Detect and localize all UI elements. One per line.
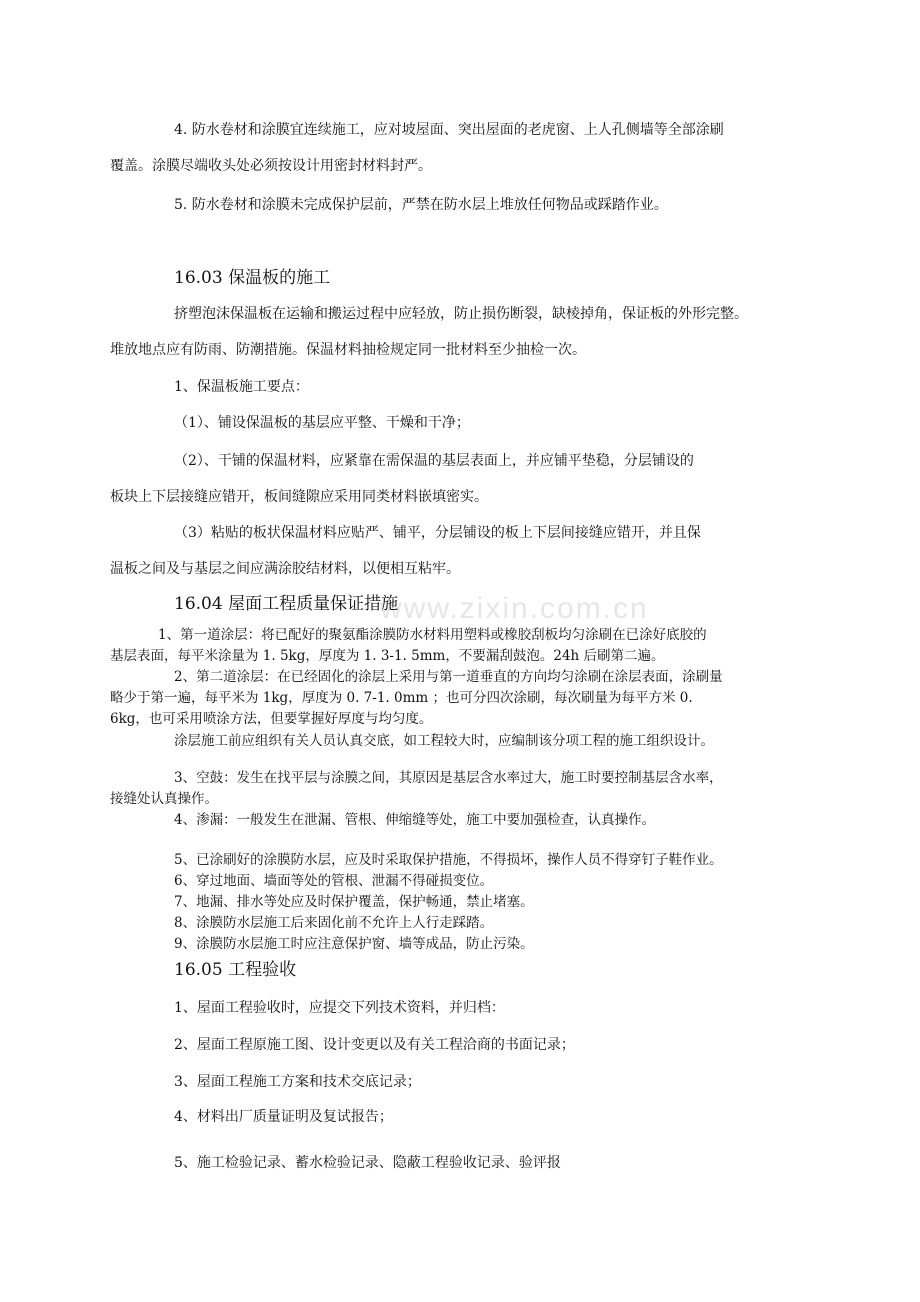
measure-7: 7、地漏、排水等处应及时保护覆盖，保护畅通，禁止堵塞。	[174, 894, 534, 910]
measure-4: 4、渗漏：一般发生在泄漏、管根、伸缩缝等处，施工中要加强检查，认真操作。	[174, 812, 656, 828]
acceptance-3: 3、屋面工程施工方案和技术交底记录；	[174, 1074, 421, 1090]
measure-3-line-2: 接缝处认真操作。	[110, 791, 218, 807]
item-4-line-1: 4. 防水卷材和涂膜宜连续施工，应对坡屋面、突出屋面的老虎窗、上人孔侧墙等全部涂刷	[174, 122, 724, 138]
item-4-line-2: 覆盖。涂膜尽端收头处必须按设计用密封材料封严。	[110, 158, 432, 174]
measure-2-line-3: 6kg，也可采用喷涂方法，但要掌握好厚度与均匀度。	[110, 711, 433, 727]
measure-5: 5、已涂刷好的涂膜防水层，应及时采取保护措施，不得损坏，操作人员不得穿钉子鞋作业。	[174, 852, 723, 868]
watermark: www.zixin.com.cn	[380, 592, 649, 625]
measure-1-line-1: 1、第一道涂层：将已配好的聚氨酯涂膜防水材料用塑料或橡胶刮板均匀涂刷在已涂好底胶的	[158, 627, 707, 643]
point-3-line-2: 温板之间及与基层之间应满涂胶结材料，以便相互粘牢。	[110, 561, 460, 577]
measure-1-line-2: 基层表面，每平米涂量为 1. 5kg，厚度为 1. 3-1. 5mm，不要漏刮鼓泡。24h 后刷第二遍。	[110, 648, 665, 664]
acceptance-2: 2、屋面工程原施工图、设计变更以及有关工程洽商的书面记录；	[174, 1037, 575, 1053]
point-1: （1）、铺设保温板的基层应平整、干燥和干净；	[174, 415, 470, 431]
acceptance-4: 4、材料出厂质量证明及复试报告；	[174, 1109, 393, 1125]
heading-16-05: 16.05 工程验收	[174, 960, 297, 980]
heading-16-04: 16.04 屋面工程质量保证措施	[174, 594, 399, 614]
intro-line-1: 挤塑泡沫保温板在运输和搬运过程中应轻放，防止损伤断裂，缺棱掉角，保证板的外形完整。	[174, 306, 748, 322]
point-2-line-1: （2）、干铺的保温材料，应紧靠在需保温的基层表面上，并应铺平垫稳，分层铺设的	[174, 453, 694, 469]
measure-2-line-2: 略少于第一遍，每平米为 1kg，厚度为 0. 7-1. 0mm ；也可分四次涂刷，每次刷量为每平方米 0.	[110, 690, 693, 706]
measure-2-line-1: 2、第二道涂层：在已经固化的涂层上采用与第一道垂直的方向均匀涂刷在涂层表面，涂刷量	[174, 669, 723, 685]
point-3-line-1: （3）粘贴的板状保温材料应贴严、铺平，分层铺设的板上下层间接缝应错开，并且保	[174, 525, 701, 541]
acceptance-1: 1、屋面工程验收时，应提交下列技术资料，并归档：	[174, 1000, 505, 1016]
points-title: 1、保温板施工要点：	[174, 379, 309, 395]
acceptance-5: 5、施工检验记录、蓄水检验记录、隐蔽工程验收记录、验评报	[174, 1155, 561, 1171]
intro-line-2: 堆放地点应有防雨、防潮措施。保温材料抽检规定同一批材料至少抽检一次。	[110, 342, 586, 358]
item-5: 5. 防水卷材和涂膜未完成保护层前，严禁在防水层上堆放任何物品或踩踏作业。	[174, 197, 668, 213]
measure-6: 6、穿过地面、墙面等处的管根、泄漏不得碰损变位。	[174, 873, 494, 889]
measure-9: 9、涂膜防水层施工时应注意保护窗、墙等成品，防止污染。	[174, 936, 534, 952]
point-2-line-2: 板块上下层接缝应错开，板间缝隙应采用同类材料嵌填密实。	[110, 489, 488, 505]
measure-8: 8、涂膜防水层施工后来固化前不允许上人行走踩踏。	[174, 915, 494, 931]
measure-3-line-1: 3、空鼓：发生在找平层与涂膜之间，其原因是基层含水率过大，施工时要控制基层含水率，	[174, 770, 723, 786]
measure-2-note: 涂层施工前应组织有关人员认真交底，如工程较大时，应编制该分项工程的施工组织设计。	[174, 733, 714, 749]
heading-16-03: 16.03 保温板的施工	[174, 268, 331, 288]
